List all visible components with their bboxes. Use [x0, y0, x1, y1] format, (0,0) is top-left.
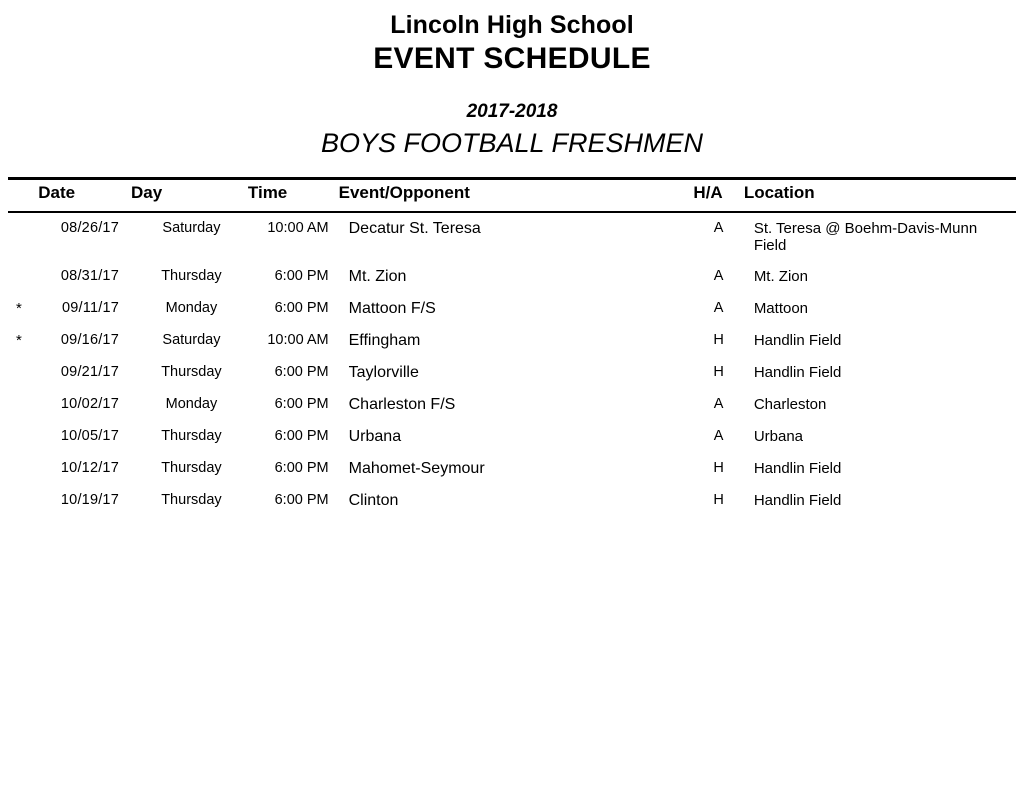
table-row — [8, 357, 1016, 389]
row-star — [8, 485, 38, 517]
table-row — [8, 261, 1016, 293]
row-ha: A — [713, 427, 724, 444]
document-header — [0, 0, 1024, 161]
row-event: Charleston F/S — [348, 395, 456, 413]
row-star — [8, 389, 38, 421]
row-date: 08/26/17 — [60, 219, 119, 236]
table-row — [8, 453, 1016, 485]
row-location: Urbana — [753, 427, 804, 445]
row-ha: H — [713, 331, 724, 348]
row-date: 09/21/17 — [60, 363, 119, 380]
row-star: * — [16, 299, 22, 317]
column-header-day: Day — [131, 178, 248, 212]
table-row — [8, 325, 1016, 357]
row-time: 6:00 PM — [274, 267, 329, 284]
table-header-row — [8, 178, 1016, 212]
school-name: Lincoln High School — [390, 11, 634, 39]
row-time: 6:00 PM — [274, 299, 329, 316]
row-day: Thursday — [161, 459, 222, 476]
row-time: 10:00 AM — [267, 219, 329, 236]
row-day: Monday — [165, 299, 218, 316]
row-date: 09/11/17 — [62, 299, 119, 316]
row-day: Thursday — [161, 267, 222, 284]
row-time: 6:00 PM — [274, 395, 329, 412]
row-event: Urbana — [348, 427, 402, 445]
row-day: Saturday — [162, 219, 221, 236]
table-row — [8, 293, 1016, 325]
table-row — [8, 212, 1016, 261]
row-ha: A — [713, 299, 724, 316]
row-date: 09/16/17 — [60, 331, 119, 348]
row-location: Handlin Field — [753, 491, 842, 509]
row-event: Clinton — [348, 491, 399, 509]
row-date: 10/05/17 — [60, 427, 119, 444]
row-event: Decatur St. Teresa — [348, 219, 481, 237]
column-header-location: Location — [744, 178, 1016, 212]
schedule-table-body — [8, 212, 1016, 517]
schedule-table — [8, 177, 1016, 517]
row-star — [8, 261, 38, 293]
row-date: 10/02/17 — [60, 395, 119, 412]
row-time: 6:00 PM — [274, 363, 329, 380]
row-location: Handlin Field — [753, 363, 842, 381]
column-header-star — [8, 178, 38, 212]
row-location: Mt. Zion — [753, 267, 808, 285]
row-event: Effingham — [348, 331, 421, 349]
table-row — [8, 421, 1016, 453]
row-ha: H — [713, 491, 724, 508]
row-time: 6:00 PM — [274, 459, 329, 476]
row-star — [8, 453, 38, 485]
row-location: Handlin Field — [753, 331, 842, 349]
row-date: 10/19/17 — [60, 491, 119, 508]
row-ha: H — [713, 363, 724, 380]
row-day: Thursday — [161, 491, 222, 508]
row-ha: A — [713, 267, 724, 284]
row-ha: H — [713, 459, 724, 476]
season-label: 2017-2018 — [466, 101, 558, 123]
row-location: Mattoon — [753, 299, 809, 317]
column-header-event: Event/Opponent — [339, 178, 694, 212]
row-ha: A — [713, 395, 724, 412]
page-title: EVENT SCHEDULE — [373, 42, 651, 76]
row-location: Handlin Field — [753, 459, 842, 477]
column-header-time: Time — [248, 178, 339, 212]
row-day: Monday — [165, 395, 218, 412]
row-day: Saturday — [162, 331, 221, 348]
row-date: 10/12/17 — [60, 459, 119, 476]
column-header-date: Date — [38, 178, 131, 212]
row-event: Mattoon F/S — [348, 299, 436, 317]
row-event: Taylorville — [348, 363, 419, 381]
row-time: 6:00 PM — [274, 427, 329, 444]
table-row — [8, 485, 1016, 517]
table-row — [8, 389, 1016, 421]
sport-label: BOYS FOOTBALL FRESHMEN — [320, 128, 704, 159]
row-location: Charleston — [753, 395, 827, 413]
row-star — [8, 421, 38, 453]
row-location: St. Teresa @ Boehm-Davis-Munn Field — [753, 219, 978, 254]
row-ha: A — [713, 219, 724, 236]
row-date: 08/31/17 — [60, 267, 119, 284]
row-event: Mahomet-Seymour — [348, 459, 485, 477]
row-time: 10:00 AM — [267, 331, 329, 348]
row-event: Mt. Zion — [348, 267, 407, 285]
column-header-ha: H/A — [693, 178, 743, 212]
schedule-table-wrapper — [0, 177, 1024, 517]
row-star: * — [16, 331, 22, 349]
row-day: Thursday — [161, 363, 222, 380]
row-time: 6:00 PM — [274, 491, 329, 508]
row-star — [8, 212, 38, 261]
row-star — [8, 357, 38, 389]
row-day: Thursday — [161, 427, 222, 444]
